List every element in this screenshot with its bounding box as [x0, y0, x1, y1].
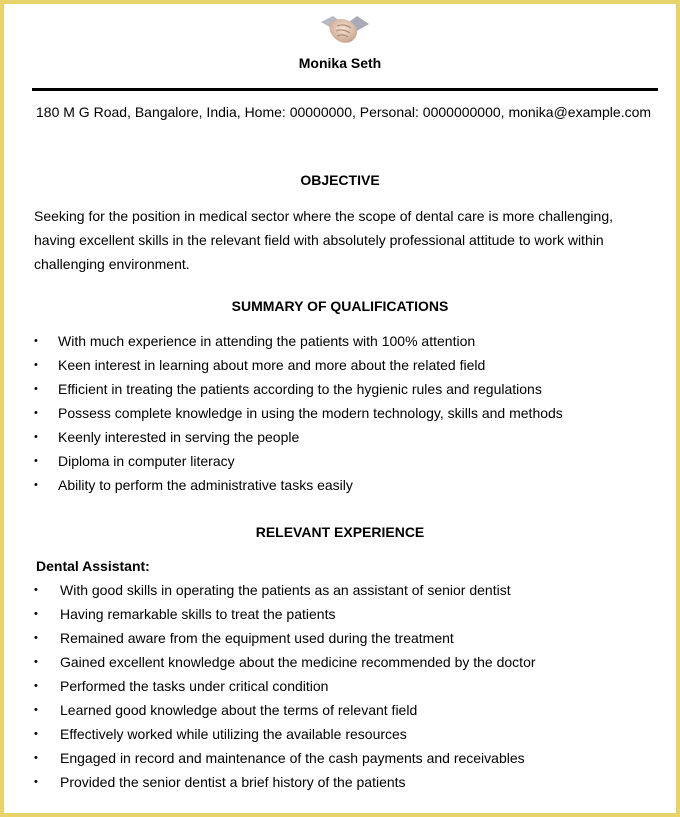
list-item-text: Keenly interested in serving the people [58, 429, 300, 445]
bullet-icon: • [34, 752, 38, 764]
list-item-text: Gained excellent knowledge about the medicine recommended by the doctor [60, 654, 536, 670]
list-item-text: Efficient in treating the patients according to the hygienic rules and regulations [58, 381, 542, 397]
header-divider [32, 88, 658, 91]
list-item-text: Diploma in computer literacy [58, 453, 235, 469]
bullet-icon: • [34, 359, 38, 371]
qualifications-heading: SUMMARY OF QUALIFICATIONS [231, 298, 449, 314]
list-item-text: Remained aware from the equipment used during the treatment [60, 630, 454, 646]
bullet-icon: • [34, 776, 38, 788]
list-item-text: With good skills in operating the patients as an assistant of senior dentist [60, 582, 511, 598]
list-item-text: Keen interest in learning about more and more about the related field [58, 357, 486, 373]
list-item-text: Performed the tasks under critical condition [60, 678, 329, 694]
bullet-icon: • [34, 431, 38, 443]
bullet-icon: • [34, 680, 38, 692]
list-item-text: Having remarkable skills to treat the patients [60, 606, 336, 622]
objective-heading: OBJECTIVE [300, 172, 380, 188]
bullet-icon: • [34, 704, 38, 716]
handshake-icon [319, 10, 371, 50]
list-item-text: Effectively worked while utilizing the available resources [60, 726, 407, 742]
contact-line: 180 M G Road, Bangalore, India, Home: 00000000, Personal: 0000000000, monika@example.com [36, 104, 652, 120]
bullet-icon: • [34, 407, 38, 419]
list-item-text: Engaged in record and maintenance of the cash payments and receivables [60, 750, 525, 766]
list-item-text: With much experience in attending the patients with 100% attention [58, 333, 476, 349]
list-item-text: Learned good knowledge about the terms of relevant field [60, 702, 418, 718]
bullet-icon: • [34, 584, 38, 596]
candidate-name: Monika Seth [298, 55, 382, 71]
bullet-icon: • [34, 335, 38, 347]
bullet-icon: • [34, 608, 38, 620]
bullet-icon: • [34, 479, 38, 491]
experience-role: Dental Assistant: [36, 558, 150, 574]
bullet-icon: • [34, 455, 38, 467]
bullet-icon: • [34, 656, 38, 668]
list-item-text: Provided the senior dentist a brief history of the patients [60, 774, 406, 790]
objective-text: Seeking for the position in medical sector where the scope of dental care is more challenging, having excellent skills in the relevant field with absolutely professional attitude to work within challenging environment. [34, 208, 613, 272]
experience-heading: RELEVANT EXPERIENCE [255, 524, 425, 540]
list-item-text: Possess complete knowledge in using the modern technology, skills and methods [58, 405, 563, 421]
bullet-icon: • [34, 728, 38, 740]
list-item-text: Ability to perform the administrative tasks easily [58, 477, 353, 493]
bullet-icon: • [34, 632, 38, 644]
bullet-icon: • [34, 383, 38, 395]
